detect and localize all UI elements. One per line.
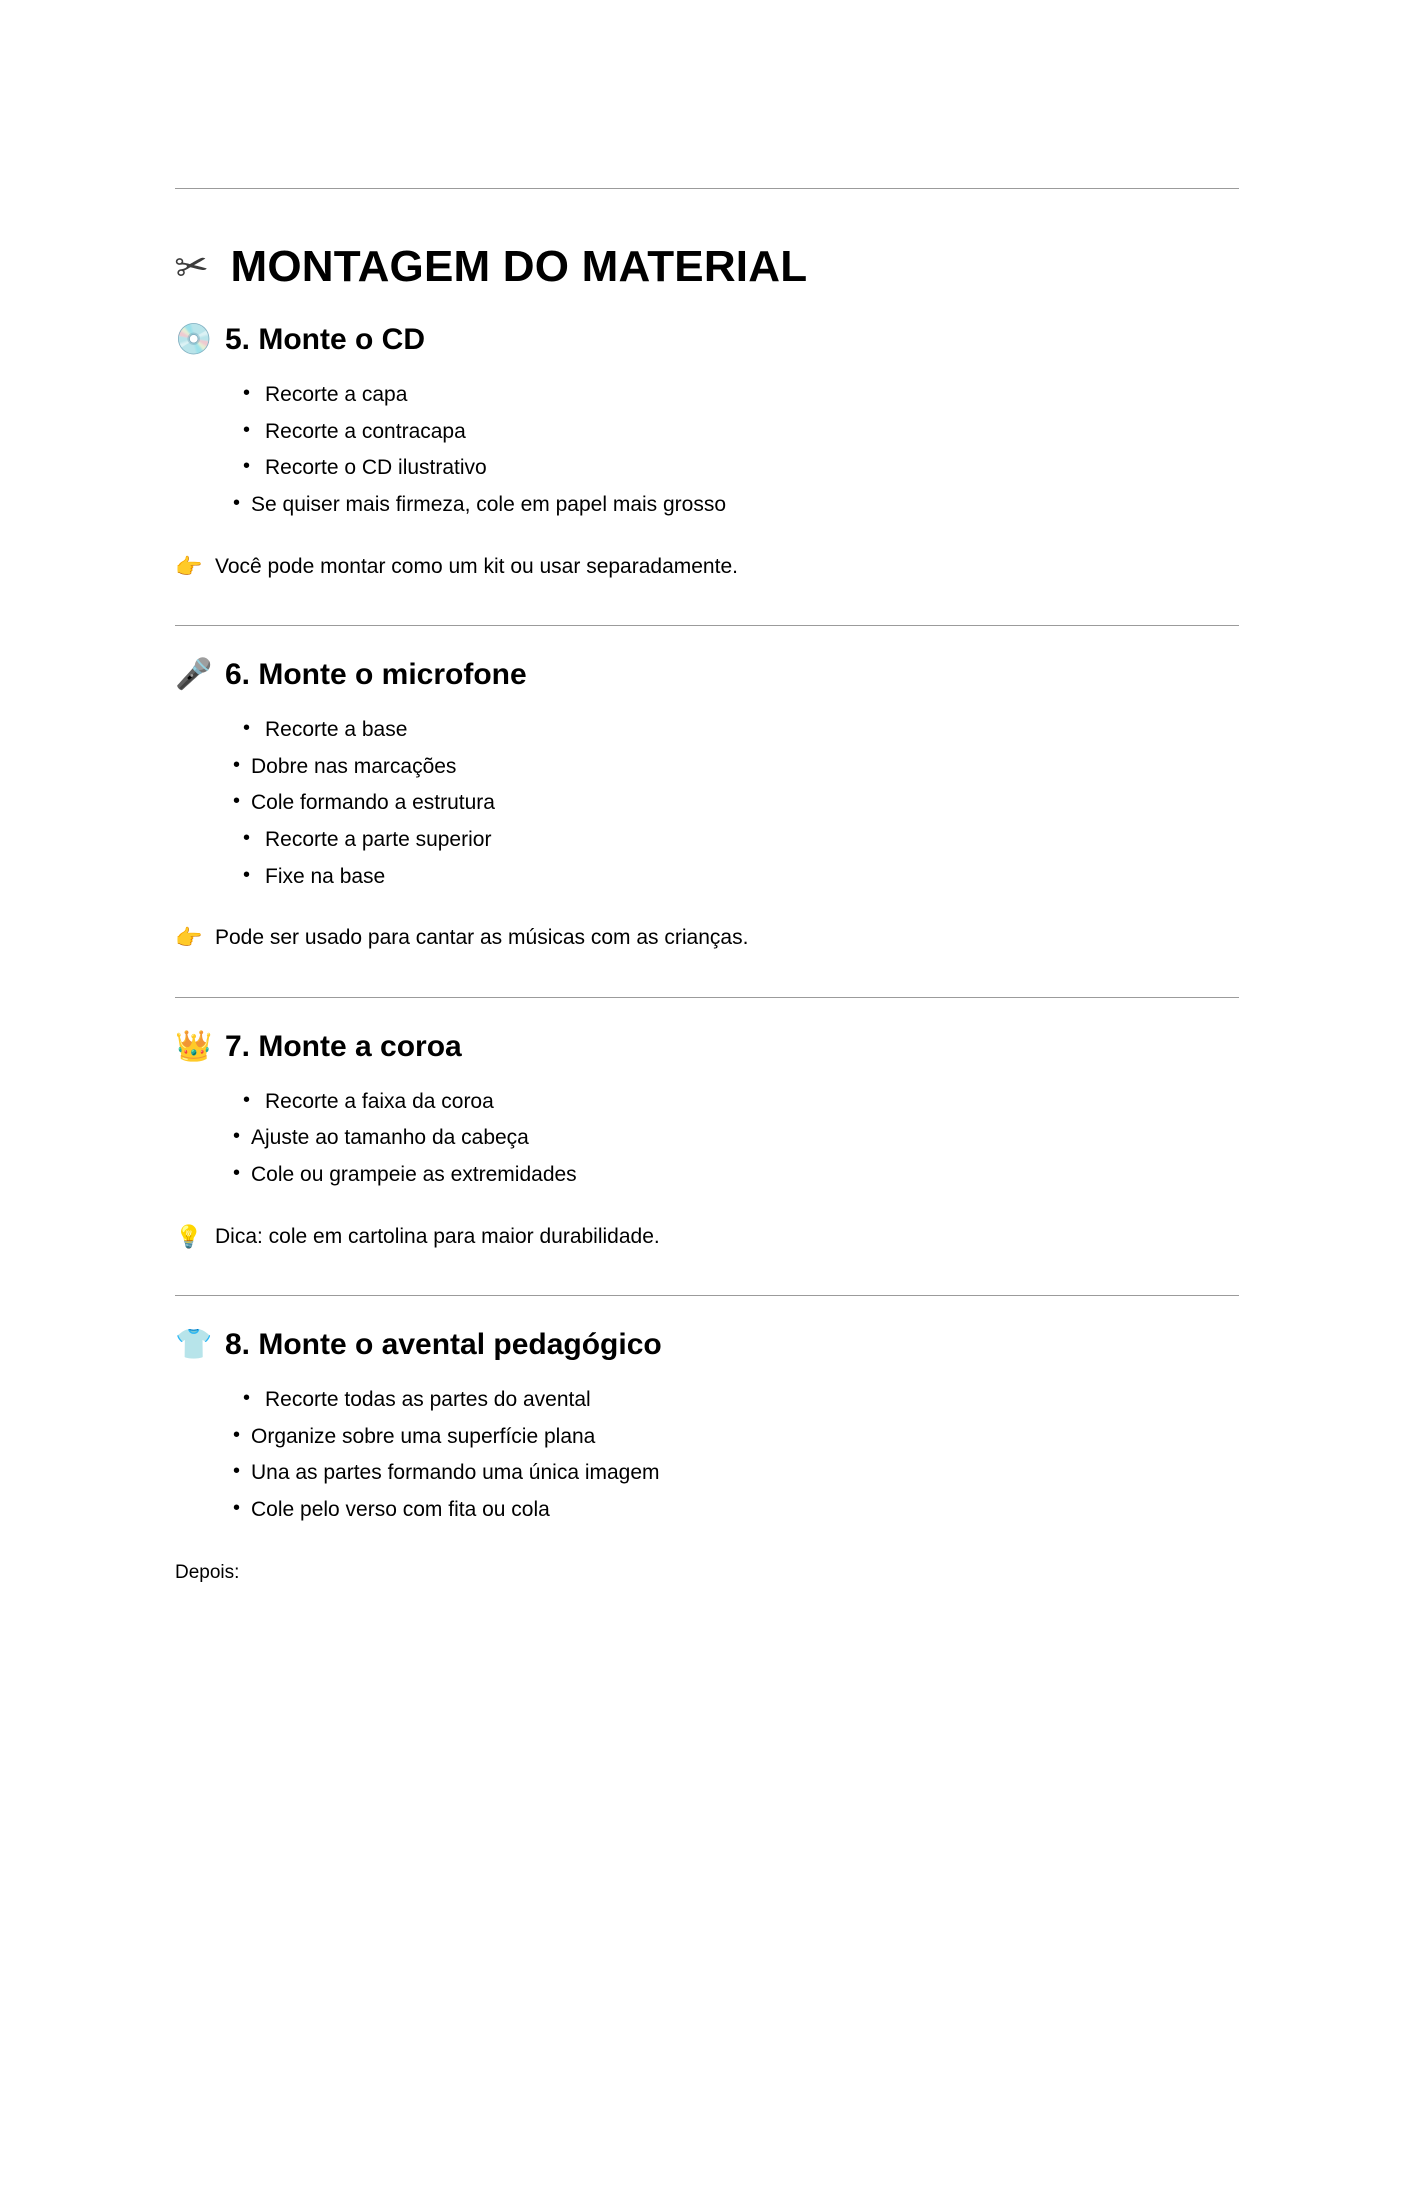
- step-list: [175, 381, 1239, 519]
- list-item: • Cole pelo verso com fita ou cola: [233, 1496, 1239, 1524]
- list-item: • Recorte a faixa da coroa: [233, 1088, 1239, 1116]
- section-title: 7. Monte a coroa: [225, 1030, 462, 1064]
- crown-icon: 👑: [175, 1029, 213, 1063]
- divider-wrap: [175, 625, 1239, 626]
- list-item: • Cole formando a estrutura: [233, 789, 1239, 817]
- step-list: [175, 1386, 1239, 1524]
- list-item: • Recorte a parte superior: [233, 826, 1239, 854]
- section-note-text: Você pode montar como um kit ou usar separadamente.: [215, 554, 738, 578]
- list-item: • Fixe na base: [233, 863, 1239, 891]
- list-item: • Recorte todas as partes do avental: [233, 1386, 1239, 1414]
- section-note-text: Pode ser usado para cantar as músicas com as crianças.: [215, 926, 749, 950]
- list-item: • Organize sobre uma superfície plana: [233, 1423, 1239, 1451]
- cd-icon: 💿: [175, 323, 213, 357]
- scissors-icon: ✂: [172, 243, 212, 292]
- section-monte-o-cd: [175, 321, 1239, 581]
- list-item: • Dobre nas marcações: [233, 753, 1239, 781]
- step-list: [175, 716, 1239, 891]
- section-monte-o-microfone: [175, 656, 1239, 953]
- top-divider: [175, 188, 1239, 189]
- tshirt-icon: 👕: [175, 1328, 213, 1362]
- lightbulb-icon: 💡: [175, 1223, 203, 1249]
- section-heading-row: [175, 1028, 1239, 1066]
- section-title: 8. Monte o avental pedagógico: [225, 1328, 662, 1362]
- list-item: • Recorte a base: [233, 716, 1239, 744]
- section-monte-a-coroa: [175, 1028, 1239, 1251]
- pointing-hand-icon: 👉: [175, 553, 203, 579]
- section-divider: [175, 997, 1239, 998]
- microphone-icon: 🎤: [175, 658, 213, 692]
- section-title: 5. Monte o CD: [225, 323, 425, 357]
- list-item: • Recorte a contracapa: [233, 418, 1239, 446]
- section-monte-o-avental-pedagogico: [175, 1326, 1239, 1585]
- document-title-row: [172, 242, 1239, 292]
- document-page: [0, 188, 1414, 2188]
- section-divider: [175, 1295, 1239, 1296]
- divider-wrap: [175, 1295, 1239, 1296]
- section-note-text: Dica: cole em cartolina para maior durabilidade.: [215, 1224, 660, 1248]
- list-item: • Una as partes formando uma única imagem: [233, 1459, 1239, 1487]
- divider-wrap: [175, 997, 1239, 998]
- step-list: [175, 1088, 1239, 1189]
- section-note: [175, 1223, 1239, 1252]
- section-note: [175, 553, 1239, 582]
- list-item: • Recorte o CD ilustrativo: [233, 454, 1239, 482]
- list-item: • Se quiser mais firmeza, cole em papel mais grosso: [233, 491, 1239, 519]
- list-item: • Cole ou grampeie as extremidades: [233, 1161, 1239, 1189]
- section-title: 6. Monte o microfone: [225, 658, 527, 692]
- section-heading-row: [175, 656, 1239, 694]
- pointing-hand-icon: 👉: [175, 925, 203, 951]
- page-title: MONTAGEM DO MATERIAL: [230, 242, 808, 291]
- list-item: • Recorte a capa: [233, 381, 1239, 409]
- section-footer-text: Depois:: [175, 1561, 240, 1583]
- section-heading-row: [175, 321, 1239, 359]
- list-item: • Ajuste ao tamanho da cabeça: [233, 1124, 1239, 1152]
- section-heading-row: [175, 1326, 1239, 1364]
- section-note: [175, 924, 1239, 953]
- section-divider: [175, 625, 1239, 626]
